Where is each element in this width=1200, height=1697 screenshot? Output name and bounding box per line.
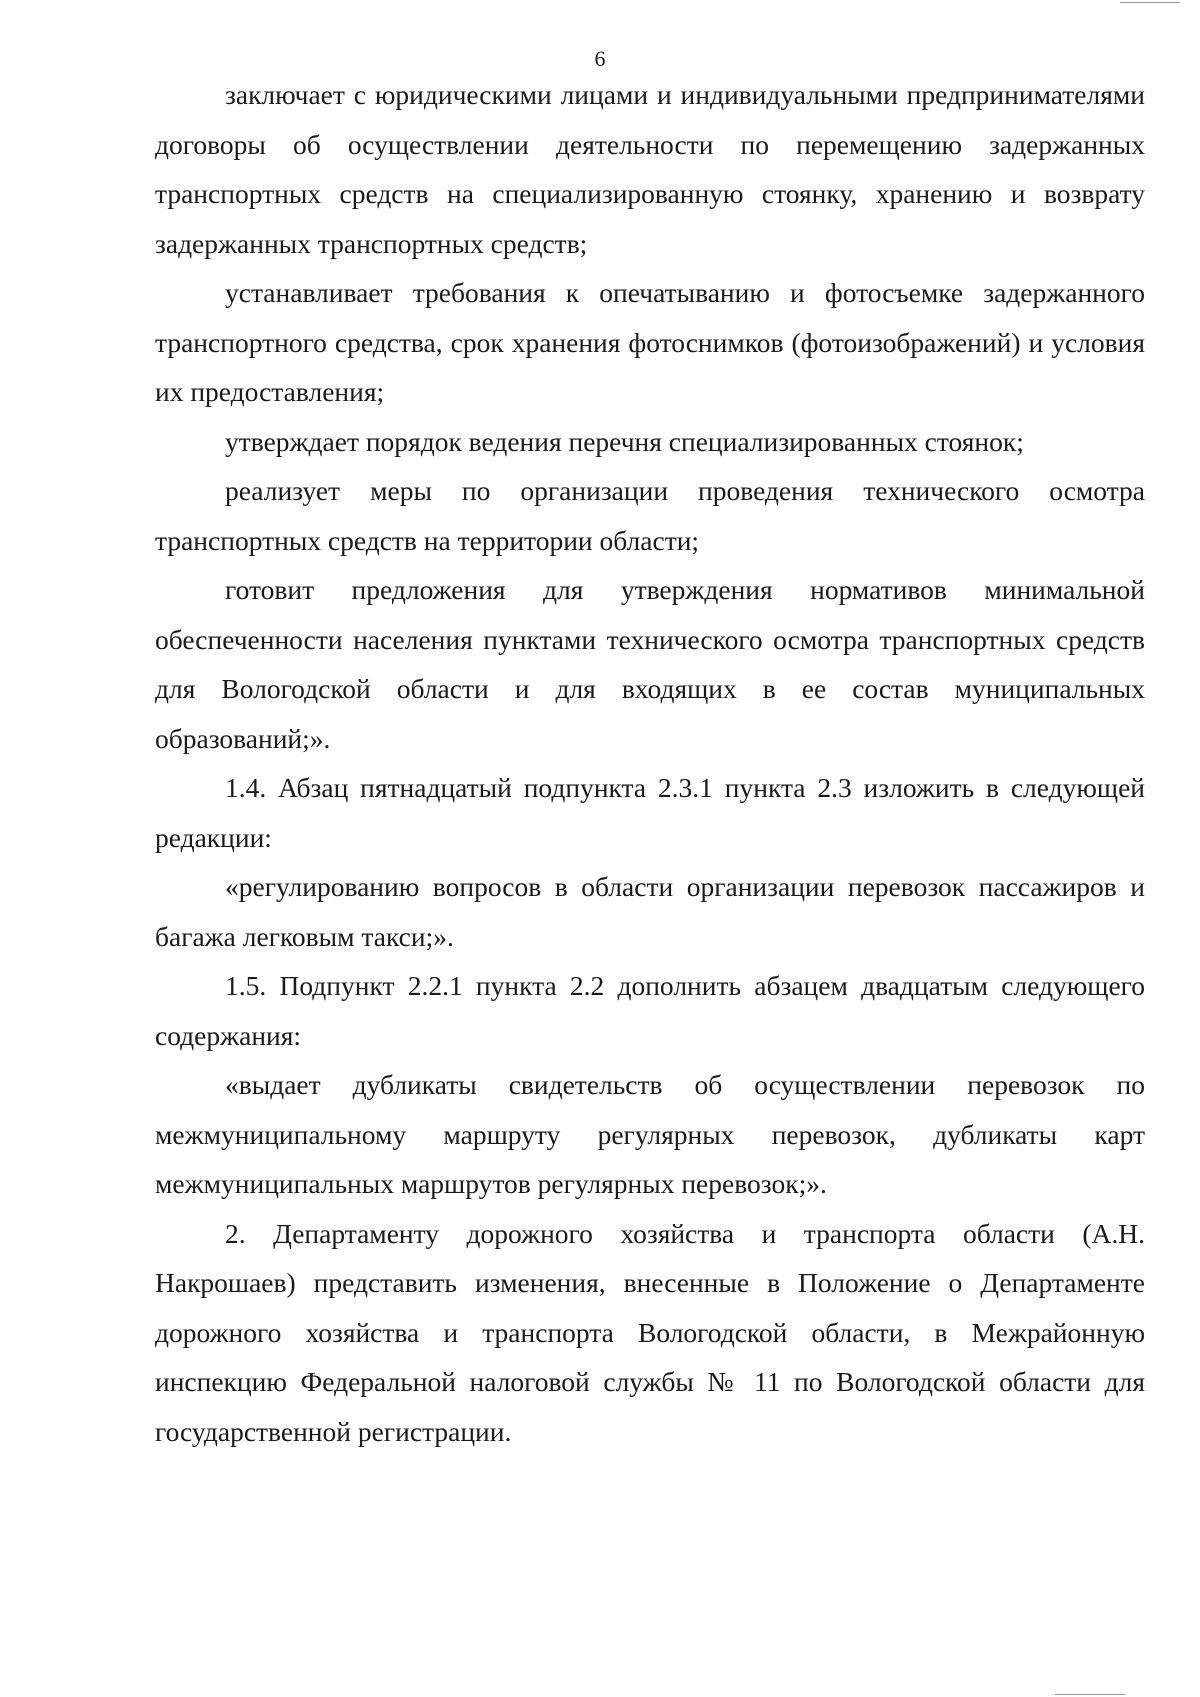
scan-artifact-top	[1120, 2, 1180, 3]
paragraph-item-1-4: 1.4. Абзац пятнадцатый подпункта 2.3.1 пункта 2.3 изложить в следующей редакции:	[155, 772, 1145, 853]
paragraph-sealing-requirements: устанавливает требования к опечатыванию и фотосъемке задержанного транспортного средства, срок хранения фотоснимков (фотоизображений) и условия их предоставления;	[155, 277, 1145, 407]
paragraph-inspection-norms: готовит предложения для утверждения нормативов минимальной обеспеченности населения пунктами технического осмотра транспортных средств для Вологодской области и для входящих в ее состав муниципальных образований;».	[155, 574, 1145, 754]
document-body	[155, 70, 1145, 1456]
paragraph-item-2: 2. Департаменту дорожного хозяйства и транспорта области (А.Н. Накрошаев) представить изменения, внесенные в Положение о Департаменте дорожного хозяйства и транспорта Вологодской области, в Межрайонную инспекцию Федеральной налоговой службы № 11 по Вологодской области для государственной регистрации.	[155, 1217, 1145, 1447]
paragraph-technical-inspection: реализует меры по организации проведения технического осмотра транспортных средств на территории области;	[155, 475, 1145, 556]
paragraph-item-1-5: 1.5. Подпункт 2.2.1 пункта 2.2 дополнить абзацем двадцатым следующего содержания:	[155, 970, 1145, 1051]
paragraph-taxi-regulation: «регулированию вопросов в области организации перевозок пассажиров и багажа легковым такси;».	[155, 871, 1145, 952]
paragraph-contracts: заключает с юридическими лицами и индивидуальными предпринимателями договоры об осуществлении деятельности по перемещению задержанных транспортных средств на специализированную стоянку, хранению и возврату задержанных транспортных средств;	[155, 79, 1145, 259]
scan-artifact-bottom	[1055, 1694, 1125, 1695]
page-number: 6	[594, 46, 606, 71]
paragraph-parking-list: утверждает порядок ведения перечня специализированных стоянок;	[225, 425, 1024, 457]
paragraph-duplicates: «выдает дубликаты свидетельств об осуществлении перевозок по межмуниципальному маршруту регулярных перевозок, дубликаты карт межмуниципальных маршрутов регулярных перевозок;».	[155, 1069, 1145, 1199]
